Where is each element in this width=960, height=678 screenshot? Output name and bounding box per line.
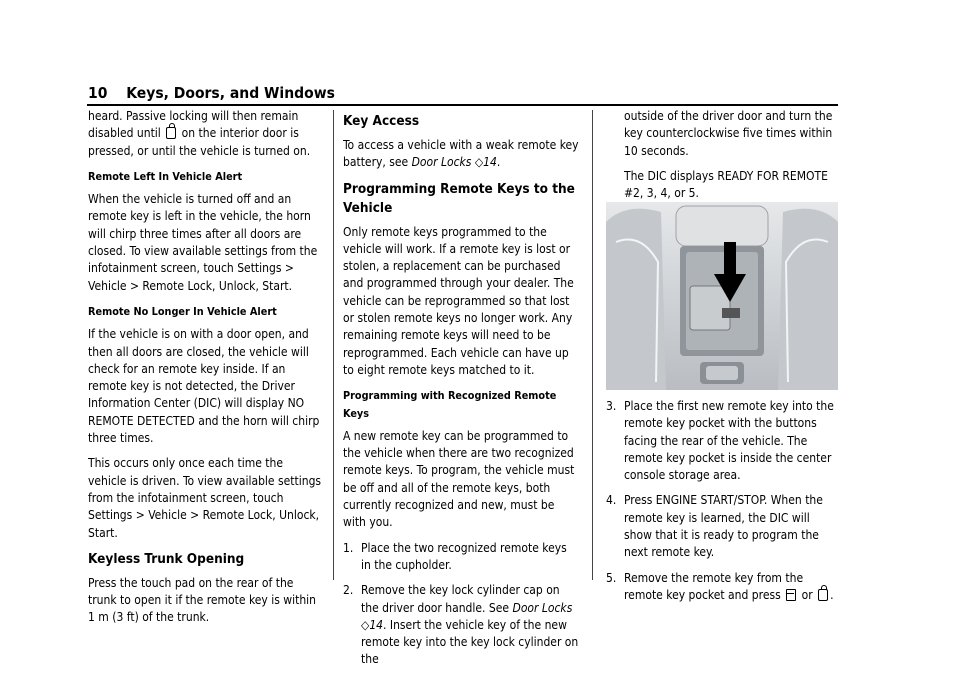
xref-arrow-icon: ◇	[361, 617, 370, 632]
trunk-icon	[786, 589, 796, 601]
paragraph: To access a vehicle with a weak remote key battery, see Door Locks ◇14.	[343, 138, 579, 170]
column-1	[88, 108, 324, 635]
column-divider	[333, 110, 334, 580]
header-rule	[87, 104, 838, 106]
steps-list	[606, 398, 840, 604]
column-2	[343, 108, 579, 677]
paragraph: This occurs only once each time the vehicle is driven. To view available settings from the infotainment screen, touch Settings > Vehicle > Remote Lock, Unlock, Start.	[88, 456, 322, 540]
paragraph: Press the touch pad on the rear of the trunk to open it if the remote key is within 1 m (3 ft) of the trunk.	[88, 575, 317, 625]
subheading: Remote Left In Vehicle Alert	[88, 169, 243, 183]
xref-link[interactable]: Door Locks	[411, 155, 472, 170]
page-header	[88, 84, 335, 102]
column-3	[606, 108, 840, 210]
page-number: 10	[88, 84, 108, 102]
paragraph: If the vehicle is on with a door open, and then all doors are closed, the vehicle will check for an remote key inside. If an remote key is not detected, the Driver Information Center (DIC) will display NO REMOTE DETECTED and the horn will chirp three times.	[88, 327, 320, 446]
paragraph: A new remote key can be programmed to the vehicle when there are two recognized remote keys. To program, the vehicle must be off and all of the remote keys, both currently recognized and new, must be with you.	[343, 428, 575, 530]
paragraph: The DIC displays READY FOR REMOTE #2, 3, 4, or 5.	[624, 168, 828, 201]
lock-icon	[818, 589, 828, 601]
paragraph: When the vehicle is turned off and an remote key is left in the vehicle, the horn will chirp three times after all doors are closed. To view available settings from the infotainment screen, touch Settings > Vehicle > Remote Lock, Unlock, Start.	[88, 192, 318, 293]
list-item: 2. Remove the key lock cylinder cap on the driver door handle. See Door Locks ◇14. Insert the vehicle key of the new remote key into the key lock cylinder on the	[343, 583, 579, 667]
xref-arrow-icon: ◇	[474, 155, 484, 170]
list-item: 4. Press ENGINE START/STOP. When the remote key is learned, the DIC will show that it is ready to program the next remote key.	[606, 493, 823, 560]
paragraph: outside of the driver door and turn the key counterclockwise five times within 10 seconds.	[624, 109, 833, 158]
list-item: 5. Remove the remote key from the remote key pocket and press or .	[606, 570, 834, 602]
paragraph: Only remote keys programmed to the vehicle will work. If a remote key is lost or stolen, a replacement can be purchased and programmed through your dealer. The vehicle can be reprogrammed so that lost or stolen remote keys no longer work. Any remaining remote keys will need to be reprogrammed. Each vehicle can have up to eight remote keys matched to it.	[343, 224, 574, 377]
column-3-steps	[606, 398, 840, 612]
heading-key-access: Key Access	[343, 113, 420, 129]
subheading: Remote No Longer In Vehicle Alert	[88, 304, 277, 318]
console-figure	[606, 202, 838, 390]
heading-keyless-trunk: Keyless Trunk Opening	[88, 550, 245, 567]
list-item: 1. Place the two recognized remote keys in the cupholder.	[343, 540, 567, 572]
column-divider	[592, 110, 593, 580]
paragraph: heard. Passive locking will then remain disabled until on the interior door is pressed, or until the vehicle is turned on.	[88, 109, 311, 158]
list-item: 3. Place the first new remote key into the remote key pocket with the buttons facing the rear of the vehicle. The remote key pocket is inside the center console storage area.	[606, 399, 834, 483]
steps-list	[343, 540, 579, 669]
subheading: Programming with Recognized Remote Keys	[343, 389, 557, 420]
lock-icon	[166, 127, 176, 139]
console-illustration	[606, 202, 838, 390]
section-title: Keys, Doors, and Windows	[126, 84, 335, 102]
heading-programming: Programming Remote Keys to the Vehicle	[343, 180, 575, 216]
xref-link[interactable]: Door Locks	[512, 600, 573, 615]
